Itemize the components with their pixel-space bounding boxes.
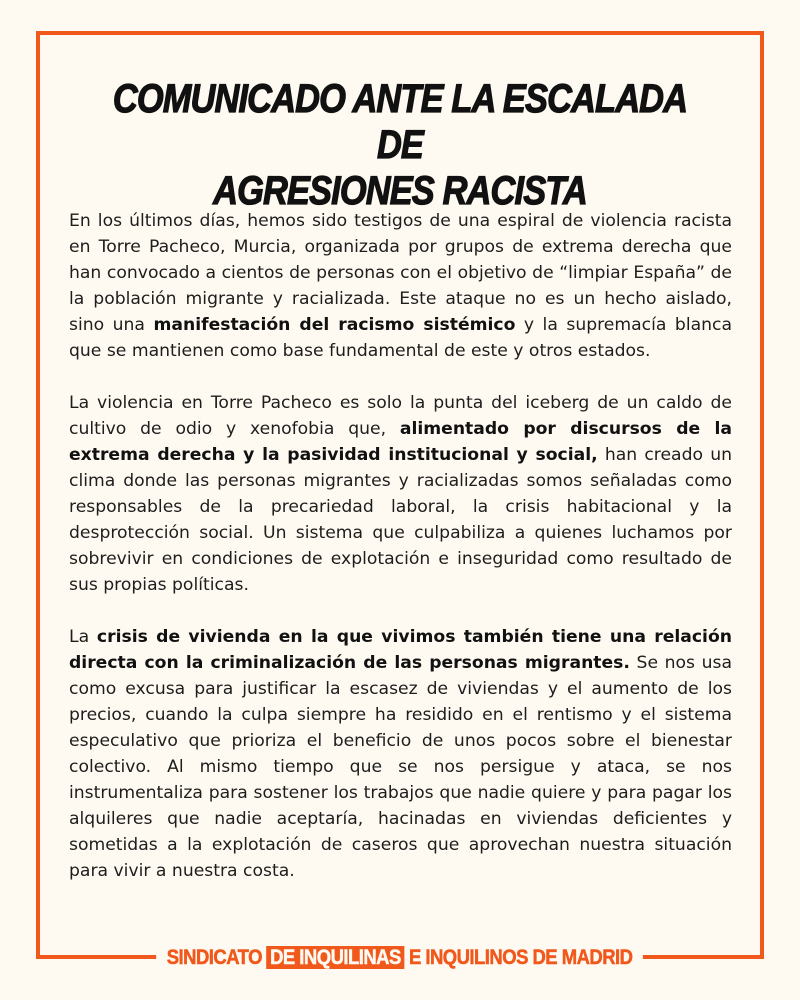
paragraph-3	[69, 624, 732, 884]
footer-highlight: DE INQUILINAS	[267, 946, 405, 969]
paragraph-3-bold: crisis de vivienda en la que vivimos también tiene una relación directa con la criminalización de las personas migrantes.	[69, 627, 732, 673]
paragraph-2-bold: alimentado por discursos de la extrema derecha y la pasividad institucional y social,	[69, 419, 732, 465]
footer-part-1: SINDICATO	[167, 946, 263, 969]
paragraph-2-text-end: han creado un clima donde las personas migrantes y racializadas somos señaladas como responsables de la precariedad laboral, la crisis habitacional y la desprotección social. Un sistema que culpabiliza a quienes luchamos por sobrevivir en condiciones de explotación e inseguridad como resultado de sus propias políticas.	[69, 445, 732, 595]
paragraph-1	[69, 208, 732, 364]
footer-signature	[0, 943, 800, 973]
title-line-1: COMUNICADO ANTE LA ESCALADA DE	[112, 77, 688, 167]
paragraph-2-text-start: La violencia en Torre Pacheco es solo la punta del iceberg de un caldo de cultivo de odio y xenofobia que,	[69, 393, 732, 439]
paragraph-1-bold: manifestación del racismo sistémico	[153, 315, 516, 335]
paragraph-1-text-end: y la supremacía blanca que se mantienen como base fundamental de este y otros estados.	[69, 315, 732, 361]
paragraph-3-text-start: La	[69, 627, 97, 647]
title-line-2: AGRESIONES RACISTA	[213, 169, 587, 213]
paragraph-2	[69, 390, 732, 598]
paragraph-3-text-end: Se nos usa como excusa para justificar la escasez de viviendas y el aumento de los precios, cuando la culpa siempre ha residido en el rentismo y el sistema especulativo que prioriza el beneficio de unos pocos sobre el bienestar colectivo. Al mismo tiempo que se nos persigue y ataca, se nos instrumentaliza para sostener los trabajos que nadie quiere y para pagar los alquileres que nadie aceptaría, hacinadas en viviendas deficientes y sometidas a la explotación de caseros que aprovechan nuestra situación para vivir a nuestra costa.	[69, 653, 732, 881]
footer-org-name	[157, 943, 644, 973]
paragraph-1-text-start: En los últimos días, hemos sido testigos de una espiral de violencia racista en Torre Pacheco, Murcia, organizada por grupos de extrema derecha que han convocado a cientos de personas con el objetivo de “limpiar España” de la población migrante y racializada. Este ataque no es un hecho aislado, sino una	[69, 211, 732, 335]
footer-part-2: E INQUILINOS DE MADRID	[409, 946, 633, 969]
page-title	[87, 76, 713, 214]
statement-body	[69, 208, 732, 910]
